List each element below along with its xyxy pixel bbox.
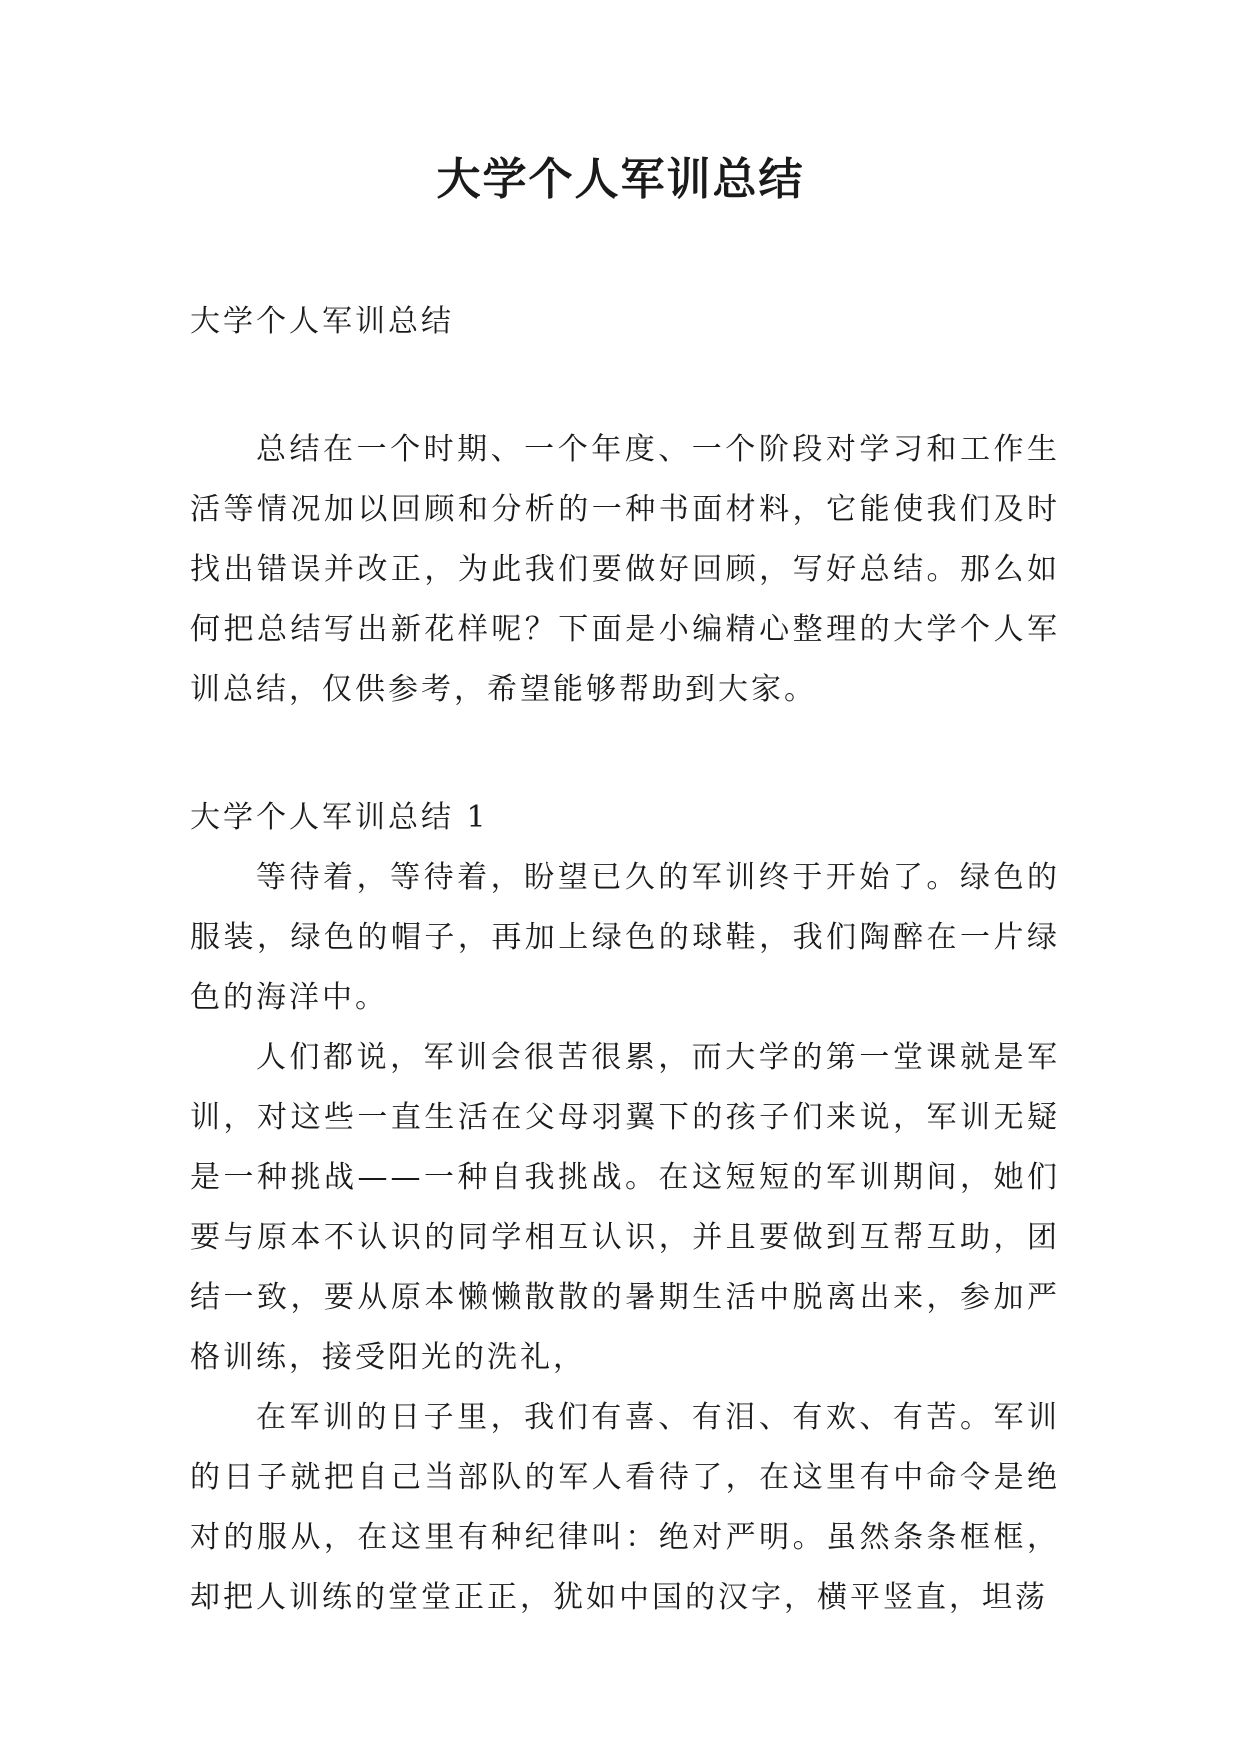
document-title: 大学个人军训总结	[436, 154, 805, 205]
document-subtitle: 大学个人军训总结	[190, 304, 454, 339]
body-paragraph: 等待着，等待着，盼望已久的军训终于开始了。绿色的服装，绿色的帽子，再加上绿色的球鞋，我们陶醉在一片绿色的海洋中。	[190, 860, 1060, 1015]
body-paragraph: 在军训的日子里，我们有喜、有泪、有欢、有苦。军训的日子就把自己当部队的军人看待了，在这里有中命令是绝对的服从，在这里有种纪律叫：绝对严明。虽然条条框框，却把人训练的堂堂正正，犹如中国的汉字，横平竖直，坦荡	[190, 1400, 1060, 1615]
body-paragraph: 人们都说，军训会很苦很累，而大学的第一堂课就是军训，对这些一直生活在父母羽翼下的孩子们来说，军训无疑是一种挑战——一种自我挑战。在这短短的军训期间，她们要与原本不认识的同学相互认识，并且要做到互帮互助，团结一致，要从原本懒懒散散的暑期生活中脱离出来，参加严格训练，接受阳光的洗礼，	[190, 1040, 1060, 1375]
document-body	[190, 292, 1060, 1628]
section-heading: 大学个人军训总结 1	[190, 800, 489, 835]
intro-paragraph: 总结在一个时期、一个年度、一个阶段对学习和工作生活等情况加以回顾和分析的一种书面材料，它能使我们及时找出错误并改正，为此我们要做好回顾，写好总结。那么如何把总结写出新花样呢？下面是小编精心整理的大学个人军训总结，仅供参考，希望能够帮助到大家。	[190, 432, 1060, 707]
